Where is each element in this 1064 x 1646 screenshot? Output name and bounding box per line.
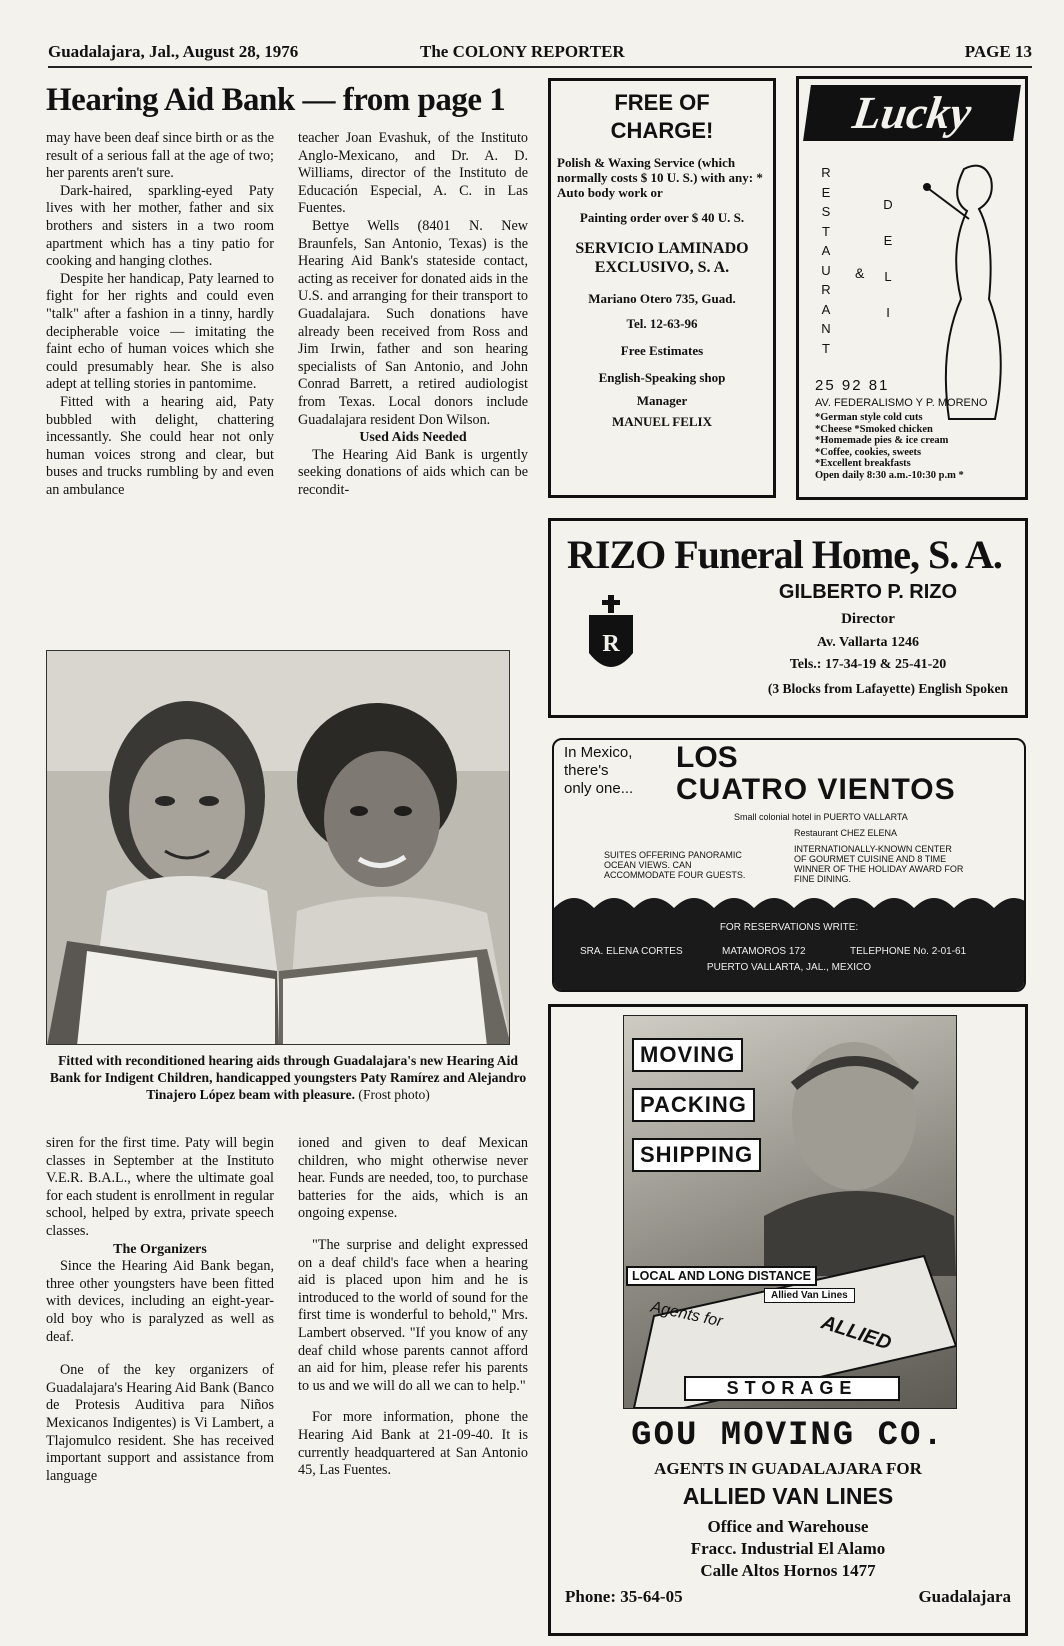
rizo-ad: [548, 518, 1028, 718]
paragraph: Dark-haired, sparkling-eyed Paty lives with her mother, father and six brothers and sisters in a two room apartment which has a tiny patio for cooking and hanging clothes.: [46, 182, 274, 270]
tag-packing: PACKING: [632, 1088, 755, 1122]
man-illustration: [624, 1016, 956, 1408]
allied-small-label: Allied Van Lines: [764, 1288, 855, 1303]
restaurant-vertical: [819, 163, 833, 358]
rizo-name: RIZO Funeral Home, S. A.: [567, 532, 1002, 577]
rizo-person: GILBERTO P. RIZO: [778, 581, 958, 603]
rizo-directions: (3 Blocks from Lafayette) English Spoken: [767, 681, 1009, 696]
paragraph: may have been deaf since birth or as the result of a serious fall at the age of two; her parents aren't sure.: [46, 130, 274, 182]
article-column-2-top: [298, 130, 528, 499]
section-subhead: Used Aids Needed: [359, 430, 467, 446]
ad-manager-label: Manager: [636, 393, 688, 408]
ad-business-name: SERVICIO LAMINADO EXCLUSIVO, S. A.: [575, 240, 749, 276]
ad-manager: MANUEL FELIX: [611, 414, 713, 429]
ad-title: FREE OF: [614, 90, 710, 115]
vientos-cuisine: INTERNATIONALLY-KNOWN CENTER OF GOURMET CUISINE AND 8 TIME WINNER OF THE HOLIDAY AWARD FOR FINE DINING.: [794, 844, 964, 884]
laminado-ad: [548, 78, 776, 498]
cuatro-vientos-ad: [552, 738, 1026, 992]
letter: I: [886, 305, 890, 320]
rizo-role: Director: [841, 611, 895, 627]
ad-address: Mariano Otero 735, Guad.: [588, 291, 736, 306]
paragraph: The Hearing Aid Bank is urgently seeking donations of aids which can be recondit-: [298, 446, 528, 498]
letter: T: [822, 223, 830, 239]
vientos-reservations: FOR RESERVATIONS WRITE:: [719, 922, 859, 933]
article-headline: Hearing Aid Bank — from page 1: [46, 82, 506, 118]
gou-name: GOU MOVING CO.: [631, 1417, 945, 1455]
vientos-suites: SUITES OFFERING PANORAMIC OCEAN VIEWS. CAN ACCOMMODATE FOUR GUESTS.: [604, 850, 746, 880]
lucky-address: AV. FEDERALISMO Y P. MORENO: [815, 397, 988, 409]
letter: S: [821, 204, 831, 219]
paragraph: Despite her handicap, Paty learned to fight for her rights and could even "talk" after a fashion in a tinny, hardly decipherable voice — imitating the faint echo of human voices which she could presumably hear. She is also adept at telling stories in pantomime.: [46, 270, 274, 393]
paragraph: Fitted with a hearing aid, Paty bubbled with delight, chattering incessantly. She could hear not only human voices strong and clear, but buses and trucks rumbling by and even an ambulance: [46, 393, 274, 498]
menu-item: *Excellent breakfasts: [815, 458, 911, 469]
gou-allied: ALLIED VAN LINES: [682, 1483, 894, 1509]
ad-phone: Tel. 12-63-96: [626, 316, 698, 331]
vientos-contact-street: MATAMOROS 172: [722, 946, 806, 957]
lucky-ad: [796, 76, 1028, 500]
gou-moving-ad: [548, 1004, 1028, 1636]
ad-shop: English-Speaking shop: [598, 370, 726, 385]
section-subhead: The Organizers: [113, 1241, 207, 1257]
ad-painting: Painting order over $ 40 U. S.: [579, 210, 745, 225]
menu-item: *Cheese *Smoked chicken: [815, 423, 933, 435]
letter: E: [821, 184, 831, 200]
allied-truck-text: ALLIED: [818, 1311, 895, 1355]
script-line: there's: [564, 762, 609, 779]
caption-text: Fitted with reconditioned hearing aids through Guadalajara's new Hearing Aid Bank for Indigent Children, handicapped youngsters Paty Ramírez and Alejandro Tinajero López beam with pleasure.: [49, 1053, 527, 1102]
gou-address-2: Calle Altos Hornos 1477: [700, 1561, 876, 1580]
paragraph: Bettye Wells (8401 N. New Braunfels, San Antonio, Texas) is the Hearing Aid Bank's stateside contact, acting as receiver for donated aids in the U.S. and arranging for their transport to Guadalajara. Such donations have already been received from Ross and Jim Irwin, father and son hearing specialists of San Antonio, and John Conrad Barrett, a retired audiologist from Texas. Local donors include Guadalajara resident Don Wilson.: [298, 217, 528, 428]
gou-phone: Phone: 35-64-05: [565, 1587, 683, 1606]
letter: R: [821, 165, 831, 180]
vientos-contact-name: SRA. ELENA CORTES: [580, 946, 683, 957]
letter: A: [821, 243, 831, 258]
page-number: PAGE 13: [964, 42, 1032, 61]
letter: E: [883, 233, 893, 248]
rizo-logo-letter: R: [602, 631, 620, 657]
waves-decoration: [554, 888, 1026, 992]
rizo-address: Av. Vallarta 1246: [816, 635, 920, 650]
vientos-contact-phone: TELEPHONE No. 2-01-61: [850, 946, 967, 957]
gou-address-1: Fracc. Industrial El Alamo: [690, 1539, 886, 1558]
vientos-script: [564, 744, 633, 798]
paragraph: For more information, phone the Hearing Aid Bank at 21-09-40. It is currently headquartered at San Antonio 45, Las Fuentes.: [298, 1409, 528, 1479]
menu-item: *German style cold cuts: [815, 412, 923, 423]
dateline: Guadalajara, Jal., August 28, 1976: [48, 42, 299, 61]
script-line: only one...: [564, 780, 634, 797]
vientos-tagline: Small colonial hotel in PUERTO VALLARTA: [734, 812, 908, 822]
ad-estimates: Free Estimates: [620, 343, 704, 358]
paragraph: teacher Joan Evashuk, of the Instituto Anglo-Mexicano, and Dr. A. D. Williams, director of the Instituto de Educación Especial, A. C. in Las Fuentes.: [298, 130, 528, 217]
tag-storage: STORAGE: [684, 1376, 900, 1401]
paragraph: One of the key organizers of Guadalajara's Hearing Aid Bank (Banco de Protesis Auditiva para Niños Mexicanos Indigentes) is Vi Lambert, a Tlajomulco resident. She has received important support and assistance from language: [46, 1362, 274, 1484]
letter: D: [883, 197, 893, 212]
paragraph: "The surprise and delight expressed on a deaf child's face when a hearing aid is placed upon him and he is introduced to the world of sound for the first time is wonderful to behold," Mrs. Lambert observed. "If you know of any deaf child whose parents cannot afford an aid for him, please refer his parents to us and we will do all we can to help.": [298, 1236, 528, 1394]
page-header: [48, 38, 1032, 68]
lucky-phone: 25 92 81: [815, 377, 890, 394]
letter: A: [821, 301, 831, 317]
gou-agents-line: AGENTS IN GUADALAJARA FOR: [654, 1459, 922, 1478]
moving-photo: [623, 1015, 957, 1409]
hours: Open daily 8:30 a.m.-10:30 p.m *: [815, 469, 964, 481]
article-column-1-bottom: [46, 1135, 274, 1485]
letter: N: [821, 321, 831, 336]
article-column-1-top: [46, 130, 274, 499]
paragraph: siren for the first time. Paty will begin classes in September at the Instituto V.E.R. B.A.L., where the ultimate goal for each student is enrollment in regular school, helped by extra, private speech classes.: [46, 1135, 274, 1239]
tag-distance: LOCAL AND LONG DISTANCE: [626, 1266, 817, 1286]
letter: U: [821, 262, 831, 278]
script-line: In Mexico,: [564, 744, 633, 761]
tag-shipping: SHIPPING: [632, 1138, 761, 1172]
deli-vertical: [881, 187, 895, 331]
gou-office: Office and Warehouse: [707, 1517, 869, 1536]
children-photo: [46, 650, 510, 1045]
woman-illustration: [909, 149, 1019, 429]
letter: R: [821, 282, 831, 297]
rizo-phones: Tels.: 17-34-19 & 25-41-20: [789, 657, 947, 672]
vientos-restaurant: Restaurant CHEZ ELENA: [794, 828, 898, 838]
agents-for: Agents for: [649, 1298, 725, 1331]
tag-moving: MOVING: [632, 1038, 743, 1072]
ad-offer: Polish & Waxing Service (which normally costs $ 10 U. S.) with any: * Auto body work or: [557, 155, 763, 200]
gou-city: Guadalajara: [918, 1587, 1011, 1606]
vientos-city: PUERTO VALLARTA, JAL., MEXICO: [706, 962, 872, 973]
paragraph: Since the Hearing Aid Bank began, three other youngsters have been fitted with devices, including an eight-year-old boy who is paralyzed as well as deaf.: [46, 1258, 274, 1345]
menu-item: *Coffee, cookies, sweets: [815, 446, 922, 458]
lucky-logo: Lucky: [803, 85, 1021, 141]
paragraph: ioned and given to deaf Mexican children, who might otherwise never hear. Funds are needed, too, to purchase batteries for the aids, which is an ongoing expense.: [298, 1135, 528, 1222]
vientos-name-2: CUATRO VIENTOS: [676, 773, 956, 806]
letter: L: [884, 269, 892, 284]
photo-caption: [46, 1052, 530, 1103]
ampersand: &: [855, 265, 865, 281]
photo-credit: (Frost photo): [358, 1087, 430, 1102]
letter: T: [822, 340, 830, 356]
menu-item: *Homemade pies & ice cream: [815, 435, 949, 446]
newspaper-name: The COLONY REPORTER: [420, 42, 625, 61]
vientos-name-1: LOS: [676, 741, 738, 774]
lucky-menu: [815, 412, 1015, 481]
ad-title: CHARGE!: [610, 118, 714, 143]
photo-illustration: [47, 651, 510, 1045]
article-column-2-bottom: [298, 1135, 528, 1480]
